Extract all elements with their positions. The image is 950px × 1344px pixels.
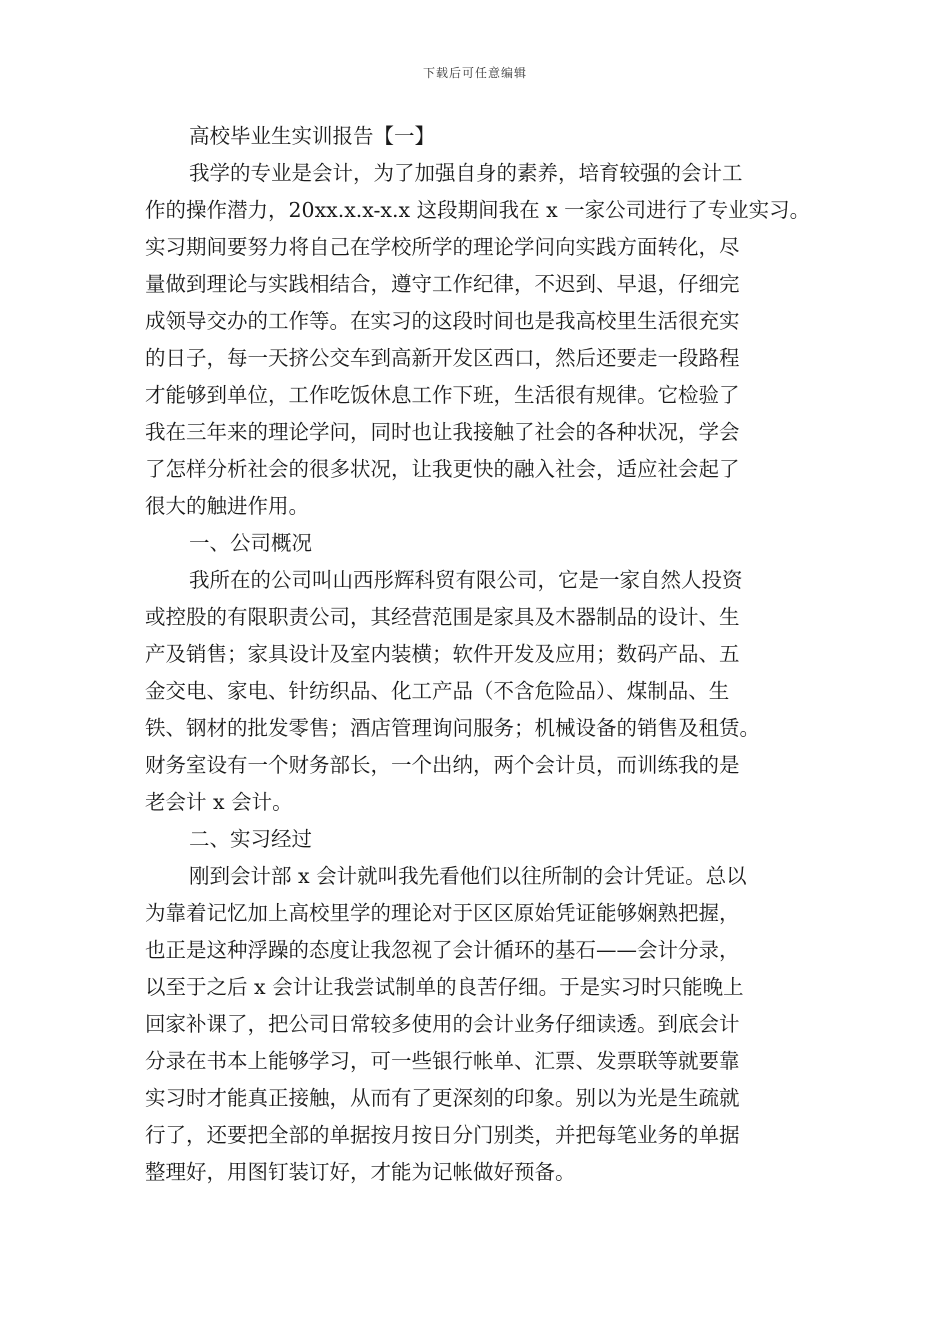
text-line: 财务室设有一个财务部长，一个出纳，两个会计员，而训练我的是 <box>145 753 740 777</box>
text-line: 二、实习经过 <box>189 827 312 851</box>
text-line: 作的操作潜力，20xx.x.x-x.x 这段期间我在 x 一家公司进行了专业实习。 <box>145 198 811 222</box>
text-line: 行了，还要把全部的单据按月按日分门别类，并把每笔业务的单据 <box>145 1123 740 1147</box>
text-line: 很大的触进作用。 <box>145 494 309 518</box>
text-line: 成领导交办的工作等。在实习的这段时间也是我高校里生活很充实 <box>145 309 740 333</box>
text-line: 我在三年来的理论学问，同时也让我接触了社会的各种状况，学会 <box>145 420 740 444</box>
text-line: 了怎样分析社会的很多状况，让我更快的融入社会，适应社会起了 <box>145 457 740 481</box>
text-line: 也正是这种浮躁的态度让我忽视了会计循环的基石——会计分录， <box>145 938 740 962</box>
text-line: 分录在书本上能够学习，可一些银行帐单、汇票、发票联等就要靠 <box>145 1049 740 1073</box>
text-line: 实习时才能真正接触，从而有了更深刻的印象。别以为光是生疏就 <box>145 1086 740 1110</box>
text-line: 高校毕业生实训报告【一】 <box>189 124 435 148</box>
text-line: 老会计 x 会计。 <box>145 790 293 814</box>
text-line: 整理好，用图钉装订好，才能为记帐做好预备。 <box>145 1160 576 1184</box>
text-line: 金交电、家电、针纺织品、化工产品（不含危险品）、煤制品、生 <box>145 679 730 703</box>
text-line: 我所在的公司叫山西彤辉科贸有限公司，它是一家自然人投资 <box>189 568 743 592</box>
text-line: 实习期间要努力将自己在学校所学的理论学问向实践方面转化，尽 <box>145 235 740 259</box>
text-line: 为靠着记忆加上高校里学的理论对于区区原始凭证能够娴熟把握， <box>145 901 740 925</box>
text-line: 以至于之后 x 会计让我尝试制单的良苦仔细。于是实习时只能晚上 <box>145 975 744 999</box>
text-line: 才能够到单位，工作吃饭休息工作下班，生活很有规律。它检验了 <box>145 383 740 407</box>
text-line: 铁、钢材的批发零售；酒店管理询问服务；机械设备的销售及租赁。 <box>145 716 760 740</box>
text-line: 产及销售；家具设计及室内装横；软件开发及应用；数码产品、五 <box>145 642 740 666</box>
text-line: 或控股的有限职责公司，其经营范围是家具及木器制品的设计、生 <box>145 605 740 629</box>
page-header: 下载后可任意编辑 <box>422 66 527 80</box>
text-line: 刚到会计部 x 会计就叫我先看他们以往所制的会计凭证。总以 <box>189 864 747 888</box>
text-line: 回家补课了，把公司日常较多使用的会计业务仔细读透。到底会计 <box>145 1012 740 1036</box>
text-line: 一、公司概况 <box>189 531 312 555</box>
text-line: 我学的专业是会计，为了加强自身的素养，培育较强的会计工 <box>189 161 743 185</box>
text-line: 的日子，每一天挤公交车到高新开发区西口，然后还要走一段路程 <box>145 346 740 370</box>
text-line: 量做到理论与实践相结合，遵守工作纪律，不迟到、早退，仔细完 <box>145 272 740 296</box>
document-body <box>145 118 821 1191</box>
